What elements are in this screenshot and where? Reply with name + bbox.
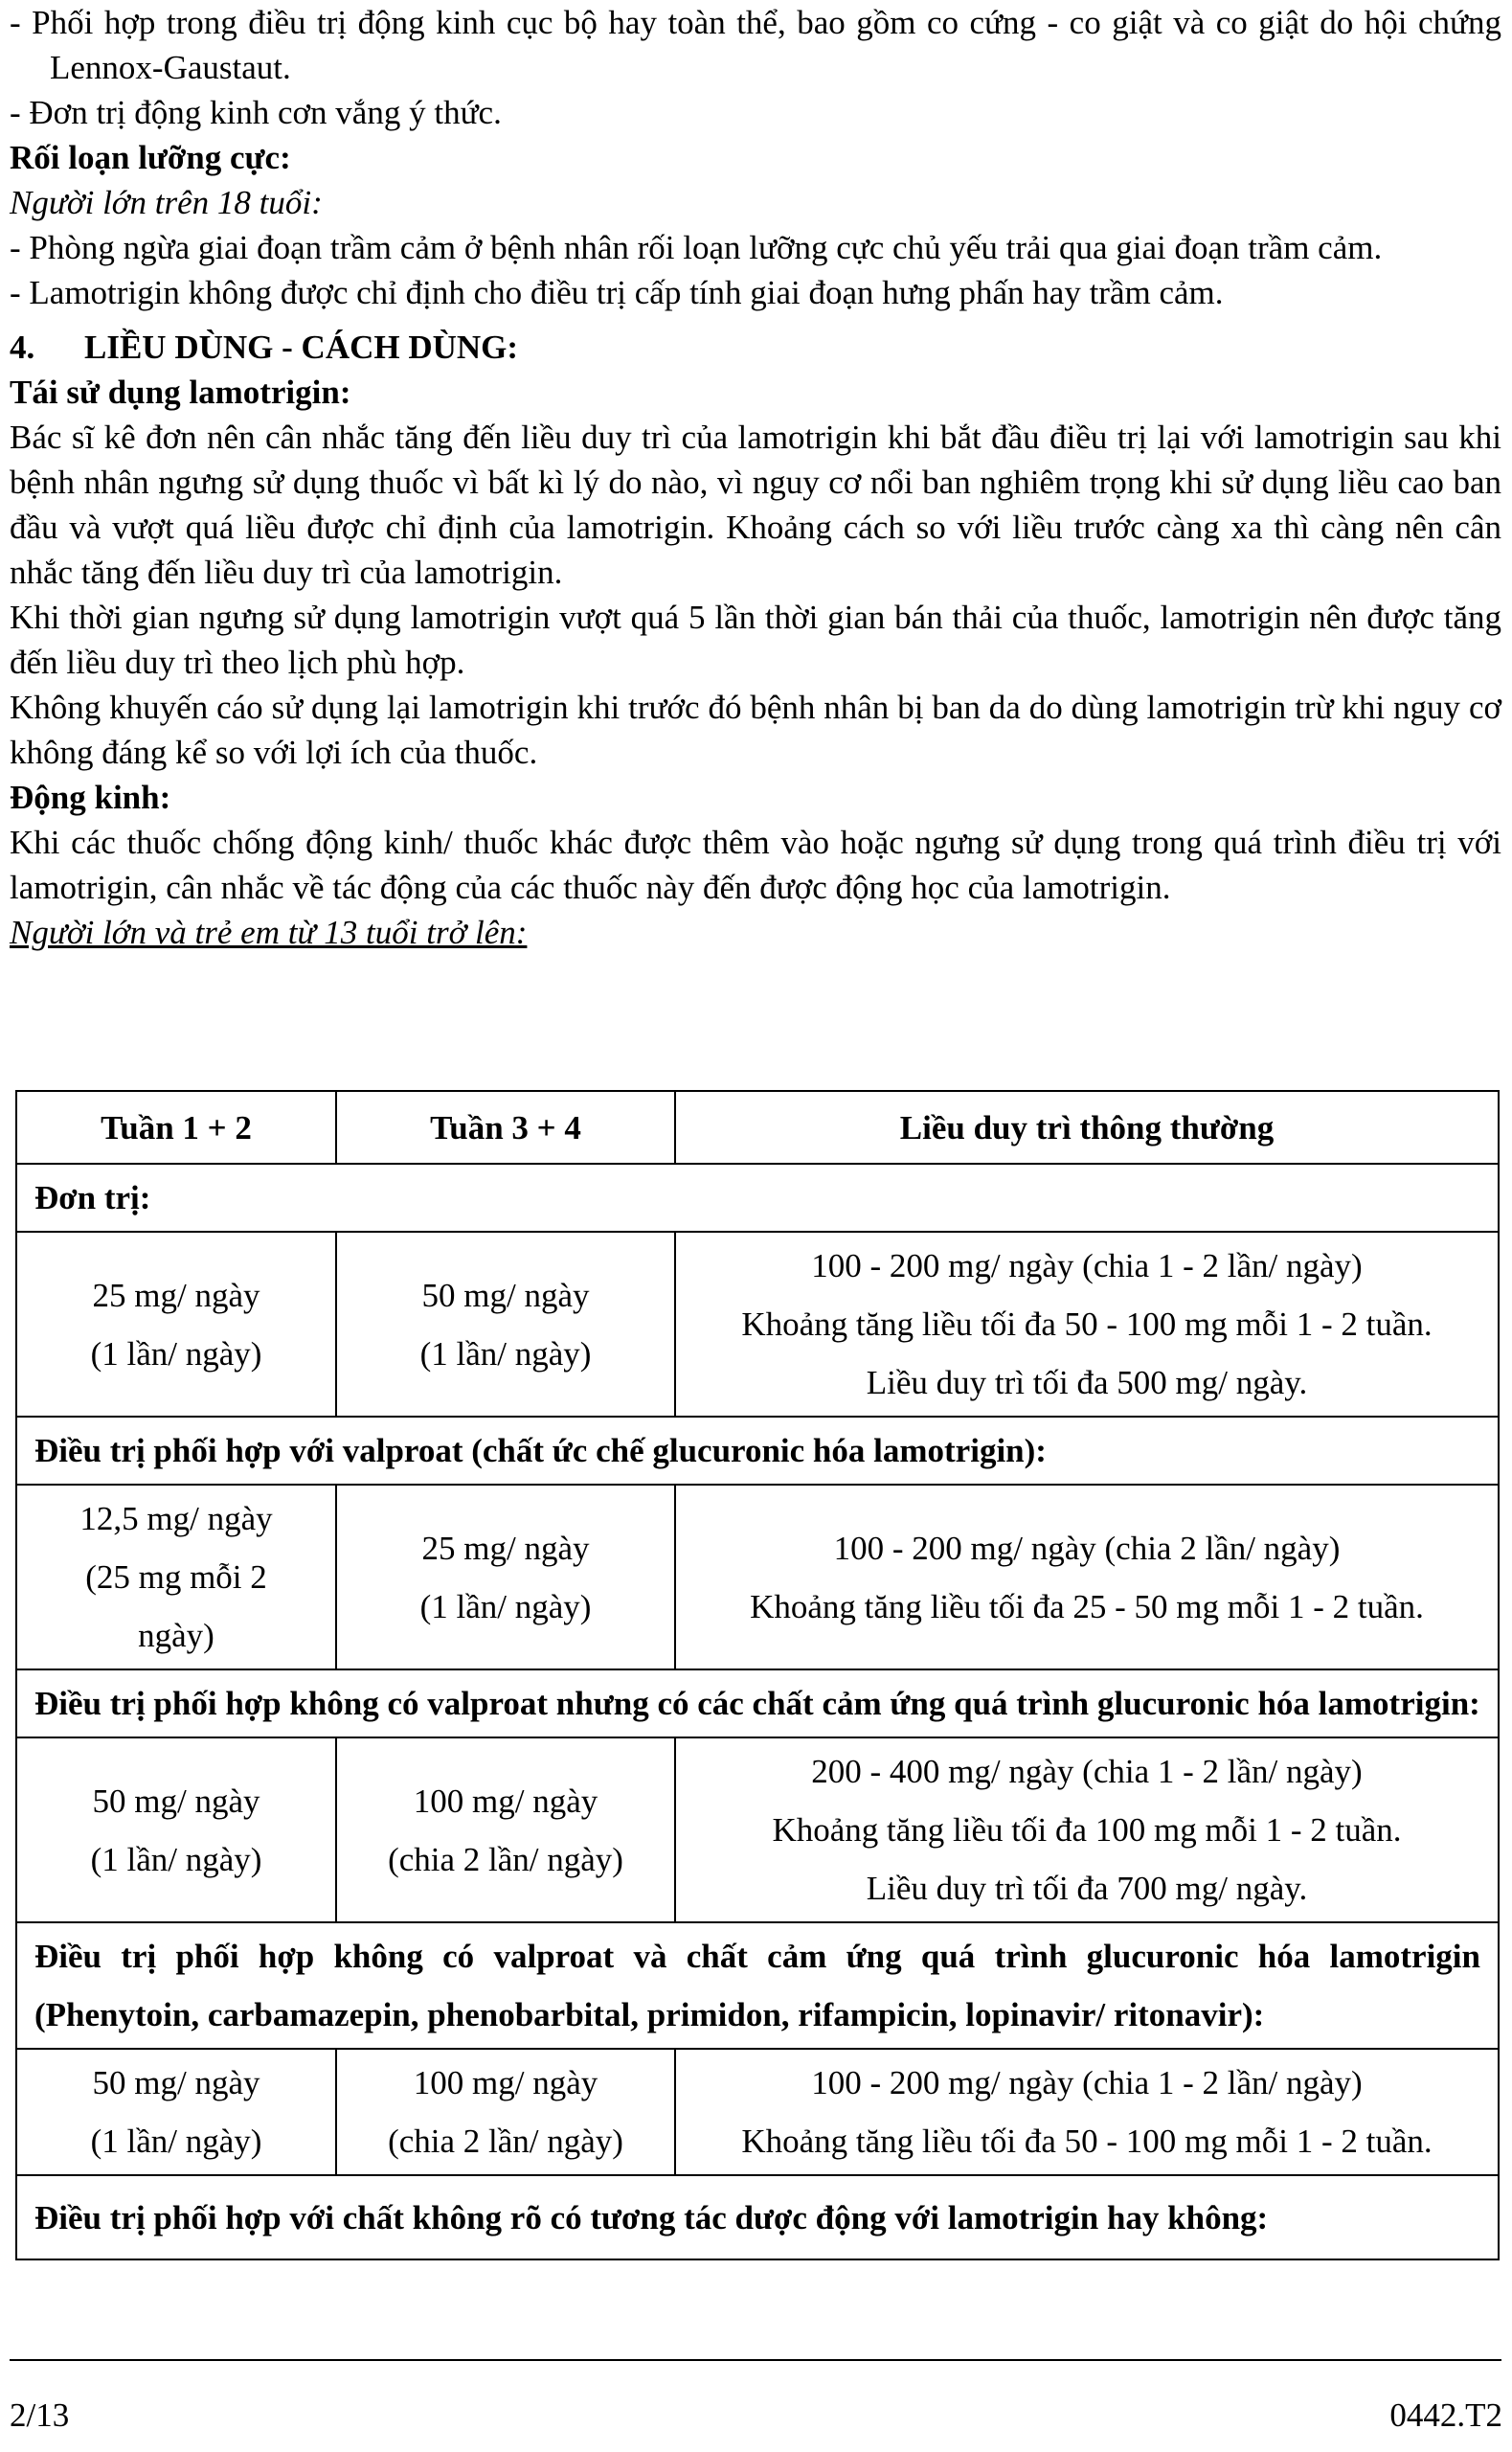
age-group-label: Người lớn và trẻ em từ 13 tuổi trở lên: [10,914,528,951]
cell-line: (25 mg mỗi 2 [85,1558,267,1596]
footer-divider [10,2359,1501,2361]
section-title-valproate: Điều trị phối hợp với valproat (chất ức chế glucuronic hóa lamotrigin): [16,1417,1499,1485]
cell-line: (1 lần/ ngày) [90,1840,262,1878]
document-page [10,0,1501,955]
cell-line: 25 mg/ ngày [421,1529,590,1567]
section-heading [10,325,1501,370]
maintenance-cell [675,1737,1499,1922]
bipolar-bullet-prevention: - Phòng ngừa giai đoạn trầm cảm ở bệnh nhân rối loạn lưỡng cực chủ yếu trải qua giai đoạn trầm cảm. [10,229,1383,266]
table-section-row [16,1417,1499,1485]
section-number: 4. [10,329,35,366]
bipolar-heading: Rối loạn lưỡng cực: [10,139,291,176]
cell-line: 50 mg/ ngày [92,1782,260,1820]
epilepsy-paragraph: Khi các thuốc chống động kinh/ thuốc khác được thêm vào hoặc ngưng sử dụng trong quá trình điều trị với lamotrigin, cân nhắc về tác động của các thuốc này đến được động học của lamotrigin. [10,824,1501,906]
epilepsy-heading: Động kinh: [10,779,171,816]
reuse-paragraph-1: Bác sĩ kê đơn nên cân nhắc tăng đến liều duy trì của lamotrigin khi bắt đầu điều trị lại với lamotrigin sau khi bệnh nhân ngưng sử dụng thuốc vì bất kì lý do nào, vì nguy cơ nổi ban nghiêm trọng khi sử dụng liều cao ban đầu và vượt quá liều được chỉ định của lamotrigin. Khoảng cách so với liều trước càng xa thì càng nên cân nhắc tăng đến liều duy trì của lamotrigin. [10,419,1501,591]
bipolar-bullet-not-indicated: - Lamotrigin không được chỉ định cho điều trị cấp tính giai đoạn hưng phấn hay trầm cảm. [10,274,1224,311]
cell-line: 12,5 mg/ ngày [79,1500,273,1537]
cell-line: Khoảng tăng liều tối đa 50 - 100 mg mỗi 1 - 2 tuần. [741,1305,1433,1343]
cell-line: (1 lần/ ngày) [419,1587,592,1625]
table-section-row [16,2175,1499,2259]
cell-line: 100 - 200 mg/ ngày (chia 1 - 2 lần/ ngày) [811,2064,1363,2101]
table-section-row [16,1669,1499,1737]
cell-line: 100 mg/ ngày [413,2064,598,2101]
document-code: 0442.T2 [1389,2396,1502,2434]
cell-line: (1 lần/ ngày) [419,1334,592,1373]
header-maintenance: Liều duy trì thông thường [675,1091,1499,1164]
cell-line: 100 mg/ ngày [413,1782,598,1820]
reuse-heading: Tái sử dụng lamotrigin: [10,374,351,411]
week12-cell [16,1485,336,1669]
bipolar-subheading: Người lớn trên 18 tuổi: [10,184,323,221]
cell-line: Khoảng tăng liều tối đa 25 - 50 mg mỗi 1 - 2 tuần. [750,1587,1424,1625]
indication-bullet-monotherapy: - Đơn trị động kinh cơn vắng ý thức. [10,94,502,131]
week34-cell [336,1485,675,1669]
reuse-paragraph-2: Khi thời gian ngưng sử dụng lamotrigin vượt quá 5 lần thời gian bán thải của thuốc, lamotrigin nên được tăng đến liều duy trì theo lịch phù hợp. [10,599,1501,681]
cell-line: 25 mg/ ngày [92,1276,260,1314]
table-header-row [16,1091,1499,1164]
table-row [16,1232,1499,1417]
maintenance-cell [675,1485,1499,1669]
cell-line: 50 mg/ ngày [421,1276,590,1314]
week34-cell [336,1232,675,1417]
section-title-monotherapy: Đơn trị: [16,1164,1499,1232]
week12-cell [16,1232,336,1417]
table-row [16,1737,1499,1922]
section-title-inducers: Điều trị phối hợp không có valproat nhưng có các chất cảm ứng quá trình glucuronic hóa lamotrigin: [16,1669,1499,1737]
cell-line: ngày) [138,1617,214,1654]
week34-cell [336,1737,675,1922]
table-row [16,1485,1499,1669]
reuse-paragraph-3: Không khuyến cáo sử dụng lại lamotrigin khi trước đó bệnh nhân bị ban da do dùng lamotrigin trừ khi nguy cơ không đáng kể so với lợi ích của thuốc. [10,689,1501,771]
cell-line: Liều duy trì tối đa 500 mg/ ngày. [866,1364,1308,1401]
week12-cell [16,2049,336,2175]
cell-line: Khoảng tăng liều tối đa 50 - 100 mg mỗi 1 - 2 tuần. [741,2123,1433,2160]
cell-line: (1 lần/ ngày) [90,2123,262,2160]
cell-line: (1 lần/ ngày) [90,1334,262,1373]
week12-cell [16,1737,336,1922]
cell-line: Khoảng tăng liều tối đa 100 mg mỗi 1 - 2 tuần. [772,1811,1402,1849]
table-row [16,2049,1499,2175]
table-section-row [16,1922,1499,2049]
maintenance-cell [675,2049,1499,2175]
indication-bullet-combination: - Phối hợp trong điều trị động kinh cục bộ hay toàn thể, bao gồm co cứng - co giật và co giật do hội chứng Lennox-Gaustaut. [10,4,1501,86]
cell-line: Liều duy trì tối đa 700 mg/ ngày. [866,1870,1308,1907]
cell-line: 200 - 400 mg/ ngày (chia 1 - 2 lần/ ngày) [811,1753,1363,1790]
table-section-row [16,1164,1499,1232]
dosage-table [15,1090,1500,2260]
section-title-no-valproate-no-inducers: Điều trị phối hợp không có valproat và chất cảm ứng quá trình glucuronic hóa lamotrigin (Phenytoin, carbamazepin, phenobarbital, primidon, rifampicin, lopinavir/ ritonavir): [16,1922,1499,2049]
cell-line: 100 - 200 mg/ ngày (chia 2 lần/ ngày) [833,1529,1341,1567]
page-number: 2/13 [10,2396,70,2434]
cell-line: 100 - 200 mg/ ngày (chia 1 - 2 lần/ ngày) [811,1247,1363,1284]
maintenance-cell [675,1232,1499,1417]
section-title: LIỀU DÙNG - CÁCH DÙNG: [84,329,519,366]
cell-line: (chia 2 lần/ ngày) [388,1840,623,1878]
header-week-3-4: Tuần 3 + 4 [336,1091,675,1164]
week34-cell [336,2049,675,2175]
cell-line: (chia 2 lần/ ngày) [388,2123,623,2160]
section-title-unknown-interaction: Điều trị phối hợp với chất không rõ có tương tác dược động với lamotrigin hay không: [16,2175,1499,2259]
cell-line: 50 mg/ ngày [92,2064,260,2101]
header-week-1-2: Tuần 1 + 2 [16,1091,336,1164]
